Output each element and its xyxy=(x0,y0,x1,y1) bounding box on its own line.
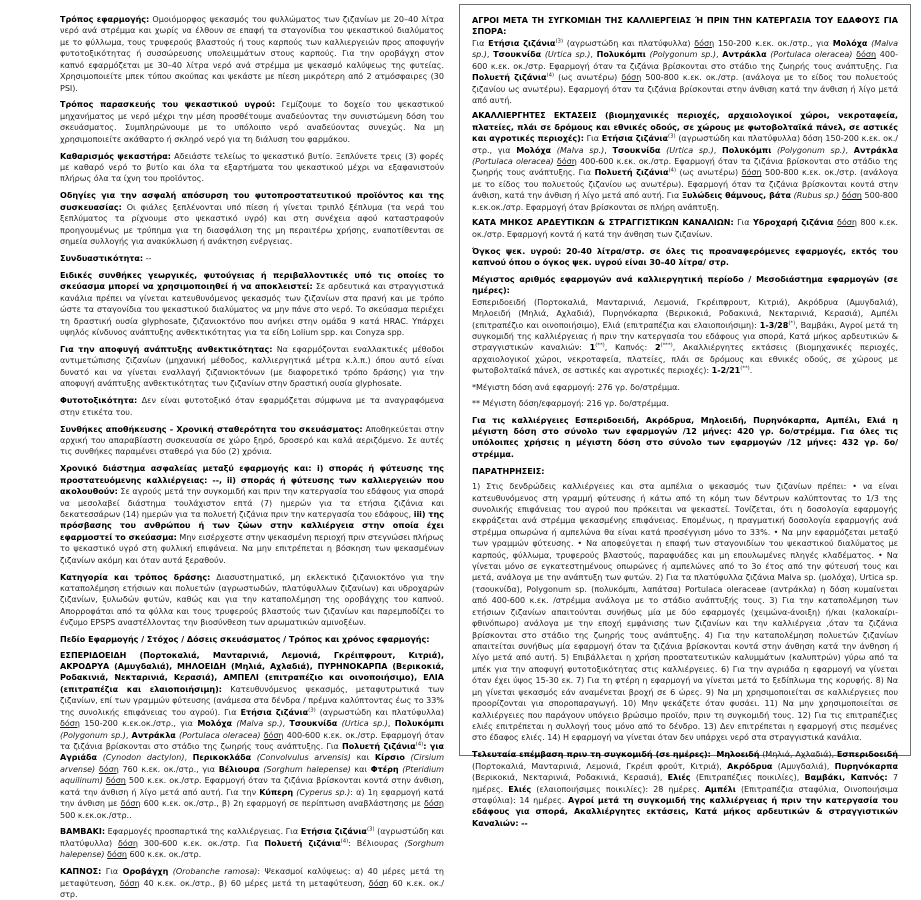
remark-item-10: 10) Μην ψεκάζετε όταν φυσάει. xyxy=(622,699,760,709)
phi-crop-4: Πυρηνόκαρπα xyxy=(834,761,899,771)
fields-after-harvest-heading: ΑΓΡΟΙ ΜΕΤΑ ΤΗ ΣΥΓΚΟΜΙΔΗ ΤΗΣ ΚΑΛΛΙΕΡΓΕΙΑΣ Ή ΠΡΙΝ ΤΗΝ ΚΑΤΕΡΓΑΣΙΑ ΤΟΥ ΕΔΑΦΟΥΣ ΓΙΑ ΣΠΟΡΑ: xyxy=(472,16,898,37)
cotton-annual-label: Ετήσια ζιζάνια xyxy=(300,827,367,837)
weed-molocha: Μολόχα xyxy=(197,719,233,729)
maxapp-text-3: , Καπνός: xyxy=(604,343,648,353)
phi-crop-9: Αγροί μετά τη συγκομιδή της καλλιέργειας ή πριν την κατεργασία του εδάφους για σπορά, Ακαλλιέργητες εκτάσεις, Κατά μήκος αρδευτικών & στραγγιστικών Καναλιών: xyxy=(472,796,898,828)
remark-item-5: 5) Επιβάλλεται η χρήση προστατευτικών καλυμμάτων (καλυπτρών) γύρω από τα μπέκ για την αποφυγή φυτοτοξικότητας στις καλλιέργειες. xyxy=(472,653,898,674)
ua-dose-1: 400-600 κ.εκ. οκ./στρ. Εφαρμογή όταν τα ζιζάνια βρίσκονται στο στάδιο της ζωηρής τους ανάπτυξης. Για xyxy=(472,157,899,178)
maxapp-value-2: 1 xyxy=(589,343,596,353)
ua-text-2: (αγρωστώδη και πλατύφυλλα) δόση 150-200 κ.εκ. οκ./στρ., για xyxy=(472,134,898,155)
weed-tsouknida: Τσουκνίδα xyxy=(289,719,338,729)
spray-liquid-preparation-heading: Τρόπος παρασκευής του ψεκαστικού υγρού: xyxy=(60,100,276,110)
phi-value-1: 7 ημέρες. xyxy=(472,773,898,794)
scope-annual-weeds-footnote-marker: (3) xyxy=(308,707,316,714)
section-special-conditions xyxy=(60,270,444,339)
scope-dose-word-3: δόση xyxy=(98,764,119,774)
ua-text-1: Για xyxy=(586,134,600,144)
canals-text-1: Για xyxy=(737,218,750,228)
remark-item-12: 12) Για τις επιτραπέζιες ελιές επιτρέπεται η συλλογή τους μόνο από το δένδρο. xyxy=(472,710,899,731)
canals-dose-word: δόση xyxy=(836,218,857,228)
scope-text-3: : για xyxy=(423,741,444,751)
safe-disposal-heading: Οδηγίες για την ασφαλή απόσυρση του φυτοπροστατευτικού προϊόντος και της συσκευασίας: xyxy=(60,191,444,212)
section-resistance-avoidance xyxy=(60,344,444,390)
section-sprayer-cleaning xyxy=(60,151,444,185)
fah-annual-label: Ετήσια ζιζάνια xyxy=(488,38,556,48)
phi-crop-5-detail: (Επιτραπέζιες ποικιλίες) xyxy=(695,773,797,783)
remark-item-4: 4) Για την καταπολέμηση πολυετών ζιζανίων απαιτείται συνήθως μία εφαρμογή όταν τα ζιζάνια βρίσκονται κοντά στην άνθηση κατά την άνθηση ή λίγο μετά από αυτή. xyxy=(472,630,898,663)
phi-crop-8-detail: (Επιτραπέζια σταφύλια, Οινοποιήσιμα σταφύλια): xyxy=(472,784,898,805)
safety-interval-heading-b: ii) σποράς ή φύτευσης των καλλιεργειών που ακολουθούν: xyxy=(60,475,445,497)
remark-item-13: 13) Δεν επιτρέπεται η εφαρμογή στις πεσμένες στο έδαφος ελιές. xyxy=(472,721,898,743)
scope-dose-4: 500 κ.εκ. οκ./στρ. Εφαρμογή όταν τα ζιζάνια βρίσκονται κοντά στην άνθιση, κατά την άνθιση ή λίγο μετά από αυτή. Για την xyxy=(60,776,444,797)
remark-item-1: 1) Στις δενδρώδεις καλλιέργειες και στα αμπέλια ο ψεκασμός των ζιζανίων πρέπει: • να είναι κατευθυνόμενος στη γραμμή φύτευσης ή κάτω από τη κόμη των δέντρων καλύπτοντας το 1/3 της συνολικής επιφάνειας του αγρού που πρόκειται να ψεκαστεί. Τονίζεται, ότι η δοσολογία εφαρμογής εκφράζεται ανά στρέμμα ψεκασμένης επιφάνειας. Επομένως, η πραγματική δοσολογία εφαρμογής ανά στρέμμα οπωρώνα ή αμπελώνα θα είναι κατά προσέγγιση μόνο το 33%. • Να μην εφαρμόζεται μεταξύ των γραμμών φύτευσης. • Να αποφεύγεται η επαφή των σταγονιδίων του ψεκαστικού διαλύματος με καρπούς, φύλλωμα, τρυφερούς βλαστούς, παραφυάδες και μη επουλωμένες πληγές κλαδέματος. • Να γίνεται μόνο σε εγκατεστημένους οπωρώνες ή αμπελώνες από το 3ο έτος από την φύτευσή τους και μετά, ανάλογα με την ανάπτυξη των φυτών. xyxy=(472,482,898,583)
phi-crop-2-detail: (Πορτοκαλιά, Μανταρινιά, Λεμονιά, Γκρέιπ φρούτ, Κιτριά) xyxy=(472,761,720,771)
maxapp-text-2: , Βαμβάκι, Αγροί μετά τη συγκομιδή της καλλιέργειας ή πριν την κατεργασία του εδάφους για σπορά, Κατά μήκος αρδευτικών & στραγγιστικών καναλιών: xyxy=(472,320,898,353)
phi-crop-2: Εσπεριδοειδή xyxy=(836,750,899,760)
scope-dose-word-5: δόση xyxy=(120,799,141,809)
tobacco-dose-2: 60 κ.εκ. οκ./στρ. xyxy=(60,878,444,900)
safety-interval-body-c: Μην εισέρχεστε στην ψεκασμένη περιοχή πριν στεγνώσει πλήρως το ψεκαστικό υγρό στη φυλλική επιφάνεια. Να μην επιτρέπεται η βόσκηση των ψεκασμένων ζιζανίων ακόμη και όταν αυτά ξεραθούν. xyxy=(60,532,444,565)
safe-disposal-body: Οι φιάλες ξεπλένονται υπό πίεση ή γίνεται τριπλό ξέπλυμα (τα νερά του ξεπλύματος τα ρίχνουμε στο ψεκαστικό υγρό) και στη συνέχεια αφού καταστραφούν προηγουμένως με τρύπημα για τη διασφάλιση της μη περαιτέρω χρήσης, εναποτίθενται σε σημεία συλλογής για ανακύκλωση ή ανάκτηση ενέργειας. xyxy=(60,202,444,247)
storage-conditions-heading: Συνθήκες αποθήκευσης - Χρονική σταθερότητα του σκευάσματος: xyxy=(60,424,363,434)
section-uncultivated-areas: ΑΚΑΛΛΙΕΡΓΗΤΕΣ ΕΚΤΑΣΕΙΣ (βιομηχανικές περιοχές, αρχαιολογικοί χώροι, νεκροταφεία, πλατείες, πλάι σε δρόμους και εθνικές οδούς, σε χώρους με φωτοβολταϊκά πάνελ, σε αστικές και αγροτικές περιοχές): Για Ετήσια ζιζάνια$^{(3)}$ (αγρωστώδη και πλατύφυλλα) δόση 150-200 κ.εκ. οκ./στρ., για Μολόχα (Malva sp.), Τσουκνίδα (Urtica sp.), Πολυκόμπι (Polygonum sp.), Αντράκλα (Portulaca oleracea) δόση 400-600 κ.εκ. οκ./στρ. Εφαρμογή όταν τα ζιζάνια βρίσκονται στο στάδιο της ζωηρής τους ανάπτυξης. Για Πολυετή ζιζάνια$^{(4)}$ (ως ανωτέρω) δόση 500-800 κ.εκ. οκ./στρ. (ανάλογα με το είδος του πολυετούς ζιζανίου ως ανωτέρω). Εφαρμογή όταν τα ζιζάνια βρίσκονται κοντά στην άνθιση, κατά την άνθιση ή λίγο μετά από αυτή. Για Ξυλώδεις θάμνους, βάτα (Rubus sp.) δόση 500-800 κ.εκ.οκ./στρ. Εφαρμογή όταν βρίσκονται σε πλήρη ανάπτυξη. xyxy=(472,111,899,212)
weed-agriada-latin: (Cynodon dactylon) xyxy=(102,753,185,763)
maxapp-value-1: 1-3/28 xyxy=(759,320,789,330)
maxapp-text-4: , Ακαλλιέργητες εκτάσεις (βιομηχανικές περιοχές, αρχαιολογικοί χώροι, νεκροταφεία, πλατείες, πλάι σε δρόμους και εθνικές οδούς, σε χώρους με φωτοβολταϊκά πάνελ, σε αστικές και αγροτικές περιοχές): xyxy=(472,343,898,376)
scope-text-2: (αγρωστώδη και πλατύφυλλα) xyxy=(319,707,445,717)
phi-crop-3: Ακρόδρυα xyxy=(727,761,773,771)
canals-dose-1: 800 κ.εκ. οκ./στρ. Εφαρμογή κοντά ή κατά την άνθηση των ζιζανίων. xyxy=(472,218,898,239)
fah-weed-polykompi: Πολυκόμπι xyxy=(596,50,646,60)
cotton-perennial-footnote-marker: (4) xyxy=(340,838,349,845)
ua-dose-3: 500-800 κ.εκ.οκ./στρ. Εφαρμογή όταν βρίσκονται σε πλήρη ανάπτυξη. xyxy=(472,191,898,212)
section-phi: Τελευταία επέμβαση πριν τη συγκομιδή (σε ημέρες): Μηλοειδή (Μηλιά, Αχλαδιά), Εσπεριδοειδή (Πορτοκαλιά, Μανταρινιά, Λεμονιά, Γκρέιπ φρούτ, Κιτριά), Ακρόδρυα (Αμυγδαλιά), Πυρηνόκαρπα (Βερικοκιά, Νεκταρινιά, Ροδακινιά, Κερασιά), Ελιές (Επιτραπέζιες ποικιλίες), Βαμβάκι, Καπνός: 7 ημέρες. Ελιές (ελαιοποιήσιμες ποικιλίες): 28 ημέρες. Αμπέλι (Επιτραπέζια σταφύλια, Οινοποιήσιμα σταφύλια): 14 ημέρες. Αγροί μετά τη συγκομιδή της καλλιέργειας ή πριν την κατεργασία του εδάφους για σπορά, Ακαλλιέργητες εκτάσεις, Κατά μήκος αρδευτικών & στραγγιστικών Καναλιών: -- xyxy=(472,750,899,828)
fah-weed-molocha-latin: (Malva sp.) xyxy=(472,38,898,60)
maxapp-value-3-footnote-marker: (***) xyxy=(660,342,673,349)
cotton-dose-word-1: δόση xyxy=(117,838,138,848)
mode-of-action-heading: Κατηγορία και τρόπος δράσης: xyxy=(60,572,211,582)
tobacco-dose-1: 40 κ.εκ. οκ./στρ., β) 60 μέρες μετά τη μεταφύτευση, xyxy=(143,878,366,888)
ua-dose-2: 500-800 κ.εκ. οκ./στρ. (ανάλογα με το είδος του πολυετούς ζιζανίου ως ανωτέρω). Εφαρμογή όταν τα ζιζάνια βρίσκονται κοντά στην άνθιση, κατά την άνθιση ή λίγο μετά από αυτή. Για xyxy=(472,168,899,201)
weed-kyperi: Κύπερη xyxy=(259,787,294,797)
storage-conditions-body: Αποθηκεύεται στην αρχική του απαραβίαστη συσκευασία σε χώρο ξηρό, δροσερό και καλά αεριζόμενο. Σε αυτές τις συνθήκες παραμένει σταθερό για δύο (2) χρόνια. xyxy=(60,424,444,457)
scope-annual-weeds-label: Ετήσια ζιζάνια xyxy=(240,707,309,717)
ua-weed-polykompi: Πολυκόμπι xyxy=(722,145,772,155)
ua-weed-tsouknida-latin: (Urtica sp.) xyxy=(666,145,714,155)
phytotoxicity-body: Δεν είναι φυτοτοξικό όταν εφαρμόζεται σύμφωνα με τα αναγραφόμενα στην ετικέτα του. xyxy=(60,396,444,417)
cotton-text-2: (αγρωστώδη και πλατύφυλλα) xyxy=(60,827,445,848)
left-column xyxy=(0,0,458,900)
weed-kirsio: Κίρσιο xyxy=(374,753,405,763)
tobacco-target-latin: (Orobanche ramosa) xyxy=(172,867,258,877)
right-column xyxy=(459,4,911,828)
scope-dose-2: 400-600 κ.εκ. οκ./στρ. Εφαρμογή όταν τα ζιζάνια βρίσκονται στο στάδιο της ζωηρής τους ανάπτυξης. Για xyxy=(60,730,445,751)
ua-perennial-label: Πολυετή ζιζάνια xyxy=(594,168,669,178)
section-phytotoxicity xyxy=(60,395,444,418)
section-compatibility xyxy=(60,253,444,264)
phi-crop-7: Ελιές xyxy=(508,784,532,794)
cotton-dose-1: 300-600 κ.εκ. οκ./στρ. Για xyxy=(143,838,259,848)
safety-interval-heading-c: iii) της πρόσβασης του ανθρώπου ή των ζώων στην καλλιέργεια στην οποία έχει εφαρμοστεί το σκεύασμα: xyxy=(60,509,444,542)
weed-agriada: Αγριάδα xyxy=(60,753,98,763)
special-conditions-body: Σε αρδευτικά και στραγγιστικά κανάλια πρέπει να γίνεται κατευθυνόμενος ψεκασμός των ζιζανίων στα πρανή και με τρόπο ώστε τα σταγονίδια του ψεκαστικού διαλύματος να μην πάνε στο νερό. Το σκεύασμα περιέχει τη δραστική ουσία glyphosate, ζιζανιοκτόνο που ανήκει στην ομάδα 9 κατά HRAC. Υπάρχει υψηλός κίνδυνος ανάπτυξης ανθεκτικότητας για τα είδη Lolium spp. και Conyza spp. xyxy=(60,282,444,338)
section-tobacco xyxy=(60,866,444,900)
resistance-avoidance-heading: Για την αποφυγή ανάπτυξης ανθεκτικότητας: xyxy=(60,344,273,354)
sprayer-cleaning-body: Αδειάστε τελείως το ψεκαστικό βυτίο. Ξεπλύνετε τρεις (3) φορές με καθαρό νερό το βυτίο και όλα τα εξαρτήματα του ψεκαστικού μέχρι να εξαφανιστούν πλήρως όλα τα ίχνη του προϊόντος. xyxy=(60,151,444,184)
phi-crop-5: Ελιές xyxy=(667,773,691,783)
fah-perennial-label: Πολυετή ζιζάνια xyxy=(472,73,547,83)
scope-dose-word-6: δόση xyxy=(424,799,444,809)
scope-dose-3: 760 κ.εκ. οκ./στρ., για xyxy=(122,764,216,774)
maxapp-value-4-footnote-marker: (**) xyxy=(740,365,750,372)
scope-dose-word-2: δόση xyxy=(263,730,284,740)
fah-text-3: (ως ανωτέρω) xyxy=(558,73,618,83)
weed-antrakla-latin: (Portulaca oleracea) xyxy=(178,730,261,740)
ua-weed-polykompi-latin: (Polygonum sp.) xyxy=(777,145,846,155)
spray-volume-body: 20-40 λίτρα/στρ. σε όλες τις προαναφερόμενες εφαρμογές, εκτός του καπνού όπου ο όγκος ψεκ. υγρού είναι 30–40 λίτρα/ στρ. xyxy=(472,246,898,267)
ua-woody-latin: (Rubus sp.) xyxy=(793,191,840,201)
maxapp-value-3: 2 xyxy=(654,343,661,353)
remark-item-14: 14) Η εφαρμογή να γίνεται όταν δεν υπάρχει νερό στα στραγγιστικά κανάλια. xyxy=(547,733,862,743)
remark-item-11: 11) Να μην χρησιμοποιείται σε καλλιέργειες που παράγουν υπόγειο βρώσιμο προϊόν, πριν τη συγκομιδή τους. xyxy=(472,699,898,720)
ua-weed-molocha: Μολόχα xyxy=(516,145,552,155)
phi-crop-6: Βαμβάκι, Καπνός: xyxy=(804,773,888,783)
phi-heading: Τελευταία επέμβαση πριν τη συγκομιδή (σε ημέρες): xyxy=(472,750,711,760)
weed-kirsio-latin: (Cirsium arvense) xyxy=(60,753,445,774)
section-cotton xyxy=(60,826,444,860)
remark-item-6: 6) Για την αγριάδα η εφαρμογή να γίνεται όταν έχει ύψος 15-30 εκ. xyxy=(472,664,898,686)
fah-dose-1: 150-200 κ.εκ. οκ./στρ., για xyxy=(717,38,829,48)
weed-veliouras-latin: (Sorghum halepense) xyxy=(263,764,351,774)
fah-annual-footnote-marker: (3) xyxy=(555,38,564,45)
phi-crop-1-detail: (Μηλιά, Αχλαδιά) xyxy=(762,750,832,760)
cotton-annual-footnote-marker: (3) xyxy=(366,826,375,833)
remark-item-2: 2) Για τα πλατύφυλλα ζιζάνια Malva sp. (μολόχα), Urtica sp. (τσουκνίδα), Polygonum sp. (πολυκόμπι, λαπάτσα) Portulaca oleraceae (αντράκλα) η δόση κυμαίνεται από 400-600 κ.εκ. /στρέμμα ανάλογα με το στάδιο ανάπτυξής τους. xyxy=(472,573,898,606)
ua-text-3: (ως ανωτέρω) xyxy=(679,168,739,178)
compatibility-body: -- xyxy=(143,254,152,264)
fah-text-1: Για xyxy=(472,38,485,48)
application-method-body: Ομοιόμορφος ψεκασμός του φυλλώματος των ζιζανίων με 20–40 λίτρα νερό ανά στρέμμα και χωρίς να έλθουν σε επαφή τα σταγονίδια του ψεκαστικού διαλύματος με το φύλλωμα, τους τρυφερούς βλαστούς ή τους καρπούς των καλλιεργειών προς αποφυγήν φυτοτοξικότητας ή συσσώρευσης υπολειμμάτων στους καρπούς. Για την οροβάγχη στον καπνό εφαρμόζεται με 30–40 λίτρα νερό ανά στρέμμα με ψεκασμό καλύψεως της φυτείας. Χρησιμοποιείτε μπεκ τύπου σκούπας και ψεκάστε με πίεση μικρότερη από 2 ατμόσφαιρες (30 PSI). xyxy=(60,15,444,93)
tobacco-dose-word-1: δόση xyxy=(119,878,140,888)
fah-dose-word-3: δόση xyxy=(621,73,642,83)
scope-and-2: και xyxy=(354,764,368,774)
scope-dose-word-1: δόση xyxy=(60,719,80,729)
phi-crop-7-detail: (ελαιοποιήσιμες ποικιλίες): xyxy=(536,784,649,794)
safety-interval-body-b: Σε αγρούς μετά την συγκομιδή και πριν την κατεργασία του εδάφους για σπορά να μεσολαβεί διάστημα τουλάχιστον επτά (7) ημερών για τα ετήσια ζιζάνια και δεκατεσσάρων (14) ημερών για τα πολυετή ζιζάνια πριν την κατεργασία του εδάφους, xyxy=(60,487,444,519)
special-conditions-heading: Ειδικές συνθήκες γεωργικές, φυτούγειας ή περιβαλλοντικές υπό τις οποίες το σκεύασμα μπορεί να χρησιμοποιηθεί ή να αποκλειστεί: xyxy=(60,270,444,292)
phi-crop-8: Αμπέλι xyxy=(704,784,736,794)
footnote-1: *Μέγιστη δόση ανά εφαρμογή: 276 γρ. δο/στρέμμα. xyxy=(472,383,680,393)
application-method-heading: Τρόπος εφαρμογής: xyxy=(60,15,150,24)
canals-heading: ΚΑΤΑ ΜΗΚΟΣ ΑΡΔΕΥΤΙΚΩΝ & ΣΤΡΑΓΓΙΣΤΙΚΩΝ ΚΑΝΑΛΙΩΝ: xyxy=(472,218,734,228)
ua-woody-label: Ξυλώδεις θάμνους, βάτα xyxy=(681,191,791,201)
weed-fteri: Φτέρη xyxy=(370,764,399,774)
section-storage-conditions xyxy=(60,424,444,458)
remark-item-9: 9) Να μη χρησιμοποιείται σε καλλιέργειες που προορίζονται για σποροπαραγωγή. xyxy=(472,687,898,709)
remark-item-7: 7) Για τη φτέρη η εφαρμογή να γίνεται μετά το ξεδίπλωμα της κορυφής. xyxy=(576,676,873,686)
fah-weed-tsouknida: Τσουκνίδα xyxy=(493,50,542,60)
weed-veliouras: Βέλιουρα xyxy=(218,764,260,774)
section-safe-disposal xyxy=(60,190,444,247)
weed-tsouknida-latin: (Urtica sp.) xyxy=(341,719,388,729)
maxapp-value-2-footnote-marker: (**) xyxy=(595,342,605,349)
weed-molocha-latin: (Malva sp.) xyxy=(236,719,283,729)
ua-annual-footnote-marker: (3) xyxy=(668,133,676,140)
sprayer-cleaning-heading: Καθαρισμός ψεκαστήρα: xyxy=(60,151,171,161)
fah-dose-2: 400-600 κ.εκ. οκ./στρ. Εφαρμογή όταν τα ζιζάνια βρίσκονται στο στάδιο της ζωηρής τους ανάπτυξης. Για xyxy=(472,50,898,71)
weed-fteri-latin: (Pteridium aquilinum) xyxy=(60,764,444,786)
scope-heading-line xyxy=(60,634,444,645)
ua-dose-word-3: δόση xyxy=(841,191,862,201)
cotton-text-1: Εφαρμογές προσπαρτικά της καλλιέργειας. Για xyxy=(107,827,299,837)
cotton-dose-2: 600 κ.εκ. οκ./στρ. xyxy=(129,850,202,860)
weed-kyperi-latin: (Cyperus sp.) xyxy=(296,787,351,797)
remarks-heading-line xyxy=(472,466,898,477)
phi-value-2: 28 ημέρες. xyxy=(653,784,700,794)
fah-text-2: (αγρωστώδη και πλατύφυλλα) xyxy=(566,38,691,48)
max-applications-heading: Μέγιστος αριθμός εφαρμογών ανά καλλιεργητική περίοδο / Μεσοδιάστημα εφαρμογών (σε ημέρες): xyxy=(472,274,898,296)
maxapp-value-4: 1-2/21 xyxy=(711,366,741,376)
section-scope-crops: ΕΣΠΕΡΙΔΟΕΙΔΗ (Πορτοκαλιά, Μανταρινιά, Λεμονιά, Γκρέιπφρουτ, Κιτριά), ΑΚΡΟΔΡΥΑ (Αμυγδαλιά), ΜΗΛΟΕΙΔΗ (Μηλιά, Αχλαδιά), ΠΥΡΗΝΟΚΑΡΠΑ (Βερικοκιά, Ροδακινιά, Νεκταρινιά, Κερασιά), ΑΜΠΕΛΙ (επιτραπέζιο και οινοποιήσιμο), ΕΛΙΑ (επιτραπέζια και ελαιοποιήσιμη): Κατευθυνόμενος ψεκασμός, μεταφυτρωτικά των ζιζανίων, επί των γραμμών φύτευσης (ανάμεσα στα δένδρα / πρέμνα καλύπτοντας έως το 33% της συνολικής επιφάνειας του αγρού). Για Ετήσια ζιζάνια$^{(3)}$ (αγρωστώδη και πλατύφυλλα) δόση 150-200 κ.εκ.οκ./στρ., για Μολόχα (Malva sp.), Τσουκνίδα (Urtica sp.), Πολυκόμπι (Polygonum sp.), Αντράκλα (Portulaca oleracea) δόση 400-600 κ.εκ. οκ./στρ. Εφαρμογή όταν τα ζιζάνια βρίσκονται στο στάδιο της ζωηρής τους ανάπτυξης. Για Πολυετή ζιζάνια$^{(4)}$: για Αγριάδα (Cynodon dactylon), Περικοκλάδα (Convolvulus arvensis) και Κίρσιο (Cirsium arvense) δόση 760 κ.εκ. οκ./στρ., για Βέλιουρα (Sorghum halepense) και Φτέρη (Pteridium aquilinum) δόση 500 κ.εκ. οκ./στρ. Εφαρμογή όταν τα ζιζάνια βρίσκονται κοντά στην άνθιση, κατά την άνθιση ή λίγο μετά από αυτή. Για την Κύπερη (Cyperus sp.): α) 1η εφαρμογή κατά την άνθιση με δόση 600 κ.εκ. οκ./στρ., β) 2η εφαρμογή σε περίπτωση αναβλάστησης με δόση 500 κ.εκ.οκ./στρ.. xyxy=(60,650,445,820)
phi-crop-1: Μηλοειδή xyxy=(716,750,760,760)
tobacco-dose-word-2: δόση xyxy=(368,878,389,888)
ua-perennial-footnote-marker: (4) xyxy=(668,167,677,174)
mode-of-action-body: Διασυστηματικό, μη εκλεκτικό ζιζανιοκτόνο για την καταπολέμηση ετήσιων και πολυετών (αγρωστωδών, πλατύφυλλων ζιζανίων) και υδροχαρών ζιζανίων, ξυλωδών φυτών, καθώς και για την καταπολέμηση της οροβάγχης του καπνού. Απορροφάται από τα φύλλα και τους τρυφερούς βλαστούς των ζιζανίων και παρεμποδίζει το ένζυμο EPSPS αναστέλλοντας την βιοσύνθεση των αρωματικών αμινοξέων. xyxy=(60,572,444,628)
scope-crops-list: ΕΣΠΕΡΙΔΟΕΙΔΗ (Πορτοκαλιά, Μανταρινιά, Λεμονιά, Γκρέιπφρουτ, Κιτριά), ΑΚΡΟΔΡΥΑ (Αμυγδαλιά), ΜΗΛΟΕΙΔΗ (Μηλιά, Αχλαδιά), ΠΥΡΗΝΟΚΑΡΠΑ (Βερικοκιά, Ροδακινιά, Νεκταρινιά, Κερασιά), ΑΜΠΕΛΙ (επιτραπέζιο και οινοποιήσιμο), ΕΛΙΑ (επιτραπέζια και ελαιοποιήσιμη): xyxy=(60,650,444,694)
scope-dose-5: 600 κ.εκ. οκ./στρ., β) 2η εφαρμογή σε περίπτωση αναβλάστησης με xyxy=(143,799,421,809)
ua-weed-antrakla: Αντράκλα xyxy=(853,145,899,155)
phi-crop-3-detail: (Αμυγδαλιά) xyxy=(777,761,827,771)
scope-dose-1: 150-200 κ.εκ.οκ./στρ., για xyxy=(84,719,193,729)
ua-weed-tsouknida: Τσουκνίδα xyxy=(612,145,661,155)
weed-perikoklada: Περικοκλάδα xyxy=(192,753,252,763)
phi-value-4: -- xyxy=(521,818,528,828)
ua-annual-label: Ετήσια ζιζάνια xyxy=(601,134,669,144)
scope-and-1: και xyxy=(356,753,370,763)
scope-text-4: : α) 1η εφαρμογή κατά την άνθιση με xyxy=(60,787,444,809)
phytotoxicity-heading: Φυτοτοξικότητα: xyxy=(60,396,138,406)
cotton-text-3: : Βέλιουρας xyxy=(348,838,399,848)
fah-weed-antrakla-latin: (Portulaca oleracea) xyxy=(770,50,853,60)
footnote-2: ** Μέγιστη δόση/εφαρμογή: 216 γρ. δο/στρέμμα. xyxy=(472,398,670,408)
ua-weed-molocha-latin: (Malva sp.) xyxy=(556,145,605,155)
fah-weed-antrakla: Αντράκλα xyxy=(722,50,767,60)
section-fields-after-harvest: ΑΓΡΟΙ ΜΕΤΑ ΤΗ ΣΥΓΚΟΜΙΔΗ ΤΗΣ ΚΑΛΛΙΕΡΓΕΙΑΣ Ή ΠΡΙΝ ΤΗΝ ΚΑΤΕΡΓΑΣΙΑ ΤΟΥ ΕΔΑΦΟΥΣ ΓΙΑ ΣΠΟΡΑ: Για Ετήσια ζιζάνια$^{(3)}$ (αγρωστώδη και πλατύφυλλα) δόση 150-200 κ.εκ. οκ./στρ., για Μολόχα (Malva sp.), Τσουκνίδα (Urtica sp.), Πολυκόμπι (Polygonum sp.), Αντράκλα (Portulaca oleracea) δόση 400-600 κ.εκ. οκ./στρ. Εφαρμογή όταν τα ζιζάνια βρίσκονται στο στάδιο της ζωηρής τους ανάπτυξης. Για Πολυετή ζιζάνια$^{(4)}$ (ως ανωτέρω) δόση 500-800 κ.εκ. οκ./στρ. (ανάλογα με το είδος του πολυετούς ζιζανίου ως ανωτέρω). Εφαρμογή όταν τα ζιζάνια βρίσκονται στην άνθιση κατά την άνθιση ή λίγο μετά από αυτή. xyxy=(472,16,898,105)
max-dose-note-text: Για τις καλλιέργειες Εσπεριδοειδή, Ακρόδρυα, Μηλοειδή, Πυρηνόκαρπα, Αμπέλι, Ελιά η μέγιστη δόση στο σύνολο των εφαρμογών /12 μήνες: 420 γρ. δο/στρέμμα. Για όλες τις υπόλοιπες χρήσεις η μέγιστη δόση στο σύνολο των εφαρμογών /12 μήνες: 432 γρ. δο/στρέμμα. xyxy=(472,415,898,459)
weed-antrakla: Αντράκλα xyxy=(131,730,176,740)
ua-dose-word-1: δόση xyxy=(556,157,577,167)
cotton-heading: ΒΑΜΒΑΚΙ: xyxy=(60,827,106,837)
spray-liquid-preparation-body: Γεμίζουμε το δοχείο του ψεκαστικού μηχανήματος με νερό μέχρι την μέση προσθέτουμε αναδεύοντας την συνιστώμενη δόση του σκευάσματος. Συμπληρώνουμε με το υπόλοιπο νερό αναδεύοντας συνεχώς. Να μη χρησιμοποιείτε ακάθαρτο ή σκληρό νερό για τη διάλυση του φαρμάκου. xyxy=(60,100,445,144)
remarks-heading: ΠΑΡΑΤΗΡΗΣΕΙΣ: xyxy=(472,466,545,476)
remark-item-3: 3) Για την καταπολέμηση των ετήσιων ζιζανίων απαιτούνται συνήθως μία με δύο εφαρμογές (χειμώνα-άνοιξη) ή/και (καλοκαίρι-φθινόπωρο) ανάλογα με την εποχή εμφάνισης των ζιζανίων και την καλλιέργεια ,όταν τα ζιζάνια βρίσκονται στο στάδιο της ζωηρής τους ανάπτυξης. xyxy=(472,596,898,640)
section-application-method xyxy=(60,14,444,94)
ua-weed-antrakla-latin: (Portulaca oleracea) xyxy=(472,157,554,167)
scope-perennial-footnote-marker: (4) xyxy=(415,741,424,748)
section-mode-of-action xyxy=(60,572,444,629)
maxapp-value-1-footnote-marker: (*) xyxy=(788,319,796,326)
scope-dose-6: 500 κ.εκ.οκ./στρ.. xyxy=(60,810,132,820)
maxapp-text-5: . xyxy=(749,366,753,376)
weed-polykompi-latin: (Polygonum sp.) xyxy=(60,730,126,740)
section-max-applications xyxy=(472,274,898,377)
weed-polykompi: Πολυκόμπι xyxy=(394,719,445,729)
tobacco-heading: ΚΑΠΝΟΣ: xyxy=(60,867,102,877)
fah-weed-molocha: Μολόχα xyxy=(832,38,868,48)
fah-dose-3: 500-800 κ.εκ. οκ./στρ. (ανάλογα με το είδος του πολυετούς ζιζανίου ως ανωτέρω). Εφαρμογή όταν τα ζιζάνια βρίσκονται στην άνθιση κατά την άνθιση ή λίγο μετά από αυτή. xyxy=(472,73,898,105)
cotton-perennial-label: Πολυετή ζιζάνια xyxy=(264,838,341,848)
section-max-dose-note xyxy=(472,415,898,461)
remarks-list xyxy=(472,481,898,744)
section-safety-interval xyxy=(60,463,444,566)
cotton-dose-word-2: δόση xyxy=(107,850,127,860)
ua-dose-word-2: δόση xyxy=(741,168,762,178)
resistance-avoidance-body: Να εφαρμόζονται εναλλακτικές μέθοδοι αντιμετώπισης ζιζανίων (μηχανική μέθοδος, καλλιεργητικά μέτρα κ.λ.π.) όπου αυτό είναι δυνατό και να γίνεται εναλλαγή ζιζανιοκτόνων (με διαφορετικό τρόπο δράσης) για την αποφυγή ανάπτυξης ανθεκτικότητας των ζιζανίων στην δραστική ουσία glyphosate. xyxy=(60,344,444,389)
safety-interval-heading-a: Χρονικό διάστημα ασφαλείας μεταξύ εφαρμογής και: i) σποράς ή φύτευσης της προστατευόμενης καλλιέργειας: --, xyxy=(60,464,444,485)
maxapp-text-1: Εσπεριδοειδή (Πορτοκαλιά, Μανταρινιά, Λεμονιά, Γκρέιπφρουτ, Κιτριά), Ακρόδρυα (Αμυγδαλιά), Μηλοειδή (Μηλιά, Αχλαδιά), Πυρηνόκαρπα (Βερικοκιά, Ροδακινιά, Νεκταρινιά, Κερασιά), Αμπέλι (επιτραπέζιο και οινοποιήσιμο), Ελιά (επιτραπέζια και ελαιοποιήσιμη): xyxy=(472,297,898,330)
spray-volume-heading: Όγκος ψεκ. υγρού: xyxy=(472,246,562,256)
canals-target: Υδροχαρή ζιζάνια xyxy=(752,218,834,228)
cotton-weed-latin: (Sorghum halepense) xyxy=(60,838,444,860)
fah-weed-tsouknida-latin: (Urtica sp.) xyxy=(544,50,591,60)
section-canals xyxy=(472,217,898,240)
scope-heading: Πεδίο Εφαρμογής / Στόχος / Δόσεις σκευάσματος / Τρόπος και χρόνος εφαρμογής: xyxy=(60,635,430,645)
scope-text-1: Κατευθυνόμενος ψεκασμός, μεταφυτρωτικά των ζιζανίων, επί των γραμμών φύτευσης (ανάμεσα στα δένδρα / πρέμνα καλύπτοντας έως το 33% της συνολικής επιφάνειας του αγρού). Για xyxy=(60,684,445,717)
tobacco-text-1: Για xyxy=(105,867,119,877)
phi-crop-4-detail: (Βερικοκιά, Νεκταρινιά, Ροδακινιά, Κερασιά) xyxy=(472,773,660,783)
phi-value-3: 14 ημέρες. xyxy=(519,796,565,805)
remark-item-8: 8) Να μη γίνεται ψεκασμός εάν αναμένεται βροχή σε 6 ώρες. xyxy=(472,676,898,697)
weed-perikoklada-latin: (Convolvulus arvensis) xyxy=(256,753,351,763)
fah-perennial-footnote-marker: (4) xyxy=(546,72,555,79)
section-spray-liquid-preparation xyxy=(60,99,444,145)
section-spray-volume xyxy=(472,246,898,269)
scope-perennial-label: Πολυετή ζιζάνια xyxy=(342,741,416,751)
fah-weed-polykompi-latin: (Polygonum sp.) xyxy=(649,50,717,60)
fah-dose-word-1: δόση xyxy=(694,38,715,48)
tobacco-target: Οροβάγχη xyxy=(122,867,169,877)
scope-dose-word-4: δόση xyxy=(105,776,126,786)
compatibility-heading: Συνδυαστικότητα: xyxy=(60,254,144,264)
uncultivated-areas-heading: ΑΚΑΛΛΙΕΡΓΗΤΕΣ ΕΚΤΑΣΕΙΣ (βιομηχανικές περιοχές, αρχαιολογικοί χώροι, νεκροταφεία, πλατείες, πλάι σε δρόμους και εθνικές οδούς, σε χώρους με φωτοβολταϊκά πάνελ, σε αστικές και αγροτικές περιοχές): xyxy=(472,111,898,144)
fah-dose-word-2: δόση xyxy=(856,50,877,60)
tobacco-text-2: : Ψεκασμοί καλύψεως: α) 40 μέρες μετά τη μεταφύτευση, xyxy=(60,867,444,888)
